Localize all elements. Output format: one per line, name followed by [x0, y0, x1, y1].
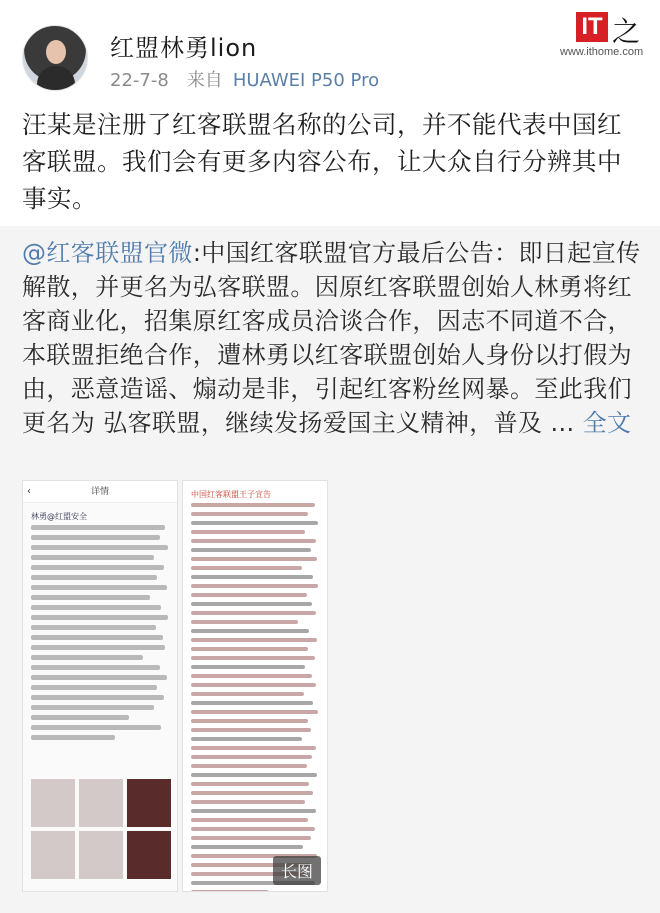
image-photo-grid — [31, 779, 171, 879]
post-date: 22-7-8 — [110, 70, 169, 91]
repost-body-text: :中国红客联盟官方最后公告：即日起宣传解散，并更名为弘客联盟。因原红客联盟创始人林勇将红客商业化，招集原红客成员洽谈合作，因志不同道不合，本联盟拒绝合作，遭林勇以红客联盟创始人身份以打假为由，恶意造谣、煽动是非，引起红客粉丝网暴。至此我们更名为 弘客联盟，继续发扬爱国主义精神，普及 ... — [22, 239, 641, 437]
image-detail-title: 详情 — [90, 487, 109, 497]
avatar-head — [46, 40, 66, 64]
back-arrow-icon: ‹ — [27, 486, 31, 497]
username[interactable]: 红盟林勇lion — [110, 34, 258, 62]
logo-char: 之 — [612, 15, 641, 48]
image-detail-bar — [23, 481, 177, 503]
ithome-logo — [572, 10, 652, 48]
long-image-text-lines — [191, 503, 321, 892]
logo-it-mark: IT — [576, 12, 608, 42]
source-device[interactable]: HUAWEI P50 Pro — [232, 70, 380, 91]
post-body-text: 汪某是注册了红客联盟名称的公司，并不能代表中国红客联盟。我们会有更多内容公布，让大众自行分辨其中事实。 — [22, 110, 622, 213]
post-meta — [110, 66, 379, 92]
full-text-link[interactable]: 全文 — [582, 409, 632, 437]
repost-image-1[interactable] — [22, 480, 178, 892]
avatar-body — [37, 66, 75, 91]
long-image-title: 中国红客联盟王子宣告 — [191, 490, 271, 499]
long-image-badge: 长图 — [273, 856, 321, 885]
image-author: 林勇@红盟安全 — [31, 512, 87, 521]
repost-card[interactable] — [0, 226, 660, 913]
source-label: 来自 — [186, 70, 223, 91]
post-header — [0, 0, 660, 100]
image-text-lines — [31, 525, 171, 745]
repost-text — [22, 236, 642, 440]
avatar[interactable] — [22, 25, 88, 91]
repost-mention-link[interactable]: @红客联盟官微 — [22, 239, 193, 267]
repost-image-2[interactable] — [182, 480, 328, 892]
watermark-url: www.ithome.com — [560, 46, 644, 58]
